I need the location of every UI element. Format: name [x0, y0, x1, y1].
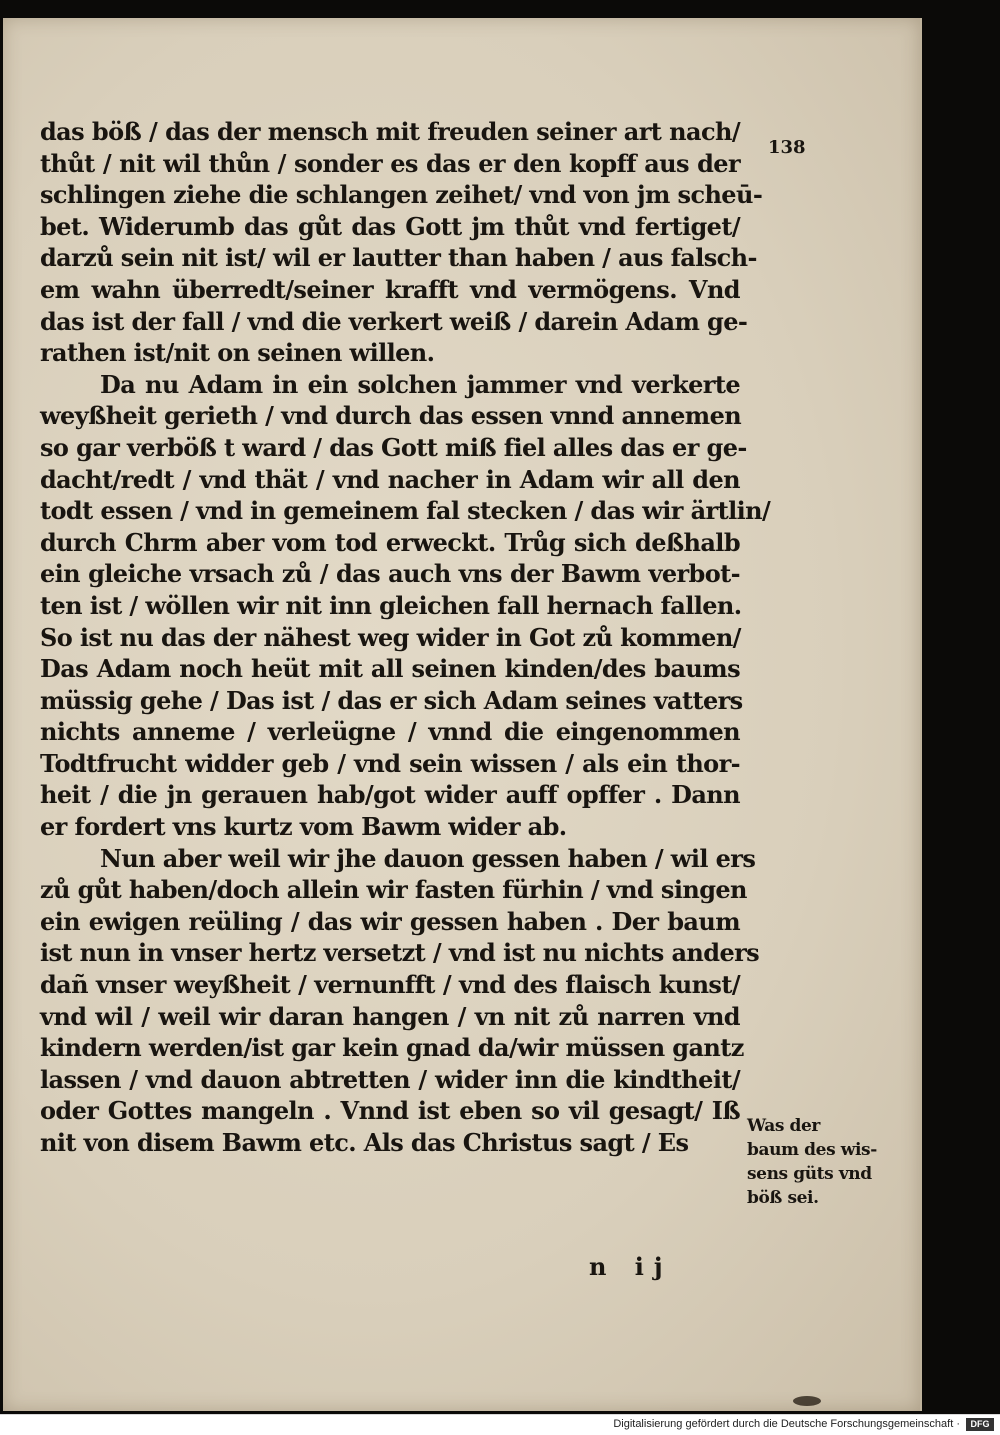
- text-line: das böß / das der mensch mit freuden seiner art nach/: [40, 117, 740, 146]
- text-line: Da nu Adam in ein solchen jammer vnd verkerte: [100, 369, 740, 399]
- book-page: [3, 18, 922, 1411]
- text-line: dañ vnser weyßheit / vernunfft / vnd des flaisch kunst/: [40, 970, 740, 1000]
- text-line: Todtfrucht widder geb / vnd sein wissen / als ein thor-: [40, 748, 740, 778]
- text-line: schlingen ziehe die schlangen zeihet/ vnd von jm scheū-: [40, 180, 763, 210]
- text-line: lassen / vnd dauon abtretten / wider inn die kindtheit/: [40, 1064, 740, 1094]
- text-line: So ist nu das der nähest weg wider in Got zů kommen/: [40, 622, 741, 652]
- text-line: em wahn überredt/seiner krafft vnd vermögens. Vnd: [40, 274, 740, 304]
- text-line: weyßheit gerieth / vnd durch das essen vnnd annemen: [40, 401, 742, 431]
- dfg-logo: DFG: [966, 1418, 994, 1431]
- text-line: thůt / nit wil thůn / sonder es das er den kopff aus der: [40, 148, 740, 178]
- text-line: Das Adam noch heüt mit all seinen kinden/des baums: [40, 654, 740, 684]
- text-line: bet. Widerumb das gůt das Gott jm thůt vnd fertiget/: [40, 211, 740, 241]
- text-line: müssig gehe / Das ist / das er sich Adam seines vatters: [40, 685, 743, 715]
- text-line: so gar verböß t ward / das Gott miß fiel alles das er ge-: [40, 432, 747, 462]
- margin-note: [747, 1114, 897, 1210]
- margin-note-line: baum des wis-: [747, 1140, 877, 1160]
- text-line: heit / die jn gerauen hab/got wider auff opffer . Dann: [40, 780, 740, 810]
- ink-smudge: [793, 1396, 821, 1406]
- text-line: Nun aber weil wir jhe dauon gessen haben / wil ers: [100, 843, 756, 873]
- credit-bar: [0, 1414, 1000, 1435]
- text-line: nichts anneme / verleügne / vnnd die eingenommen: [40, 717, 740, 747]
- text-line: vnd wil / weil wir daran hangen / vn nit zů narren vnd: [40, 1001, 740, 1031]
- folio-number: 138: [768, 137, 806, 158]
- margin-note-line: sens güts vnd: [747, 1164, 872, 1184]
- text-line: ten ist / wöllen wir nit inn gleichen fall hernach fallen.: [40, 590, 742, 620]
- text-line: nit von disem Bawm etc. Als das Christus sagt / Es: [40, 1128, 689, 1157]
- text-line: todt essen / vnd in gemeinem fal stecken / das wir ärtlin/: [40, 496, 771, 526]
- margin-note-line: böß sei.: [747, 1188, 819, 1208]
- text-line: kindern werden/ist gar kein gnad da/wir müssen gantz: [40, 1033, 744, 1063]
- margin-note-line: Was der: [747, 1116, 820, 1136]
- text-line: dacht/redt / vnd thät / vnd nacher in Adam wir all den: [40, 464, 740, 494]
- text-line: ein ewigen reüling / das wir gessen haben . Der baum: [40, 906, 740, 936]
- credit-text: Digitalisierung gefördert durch die Deutsche Forschungsgemeinschaft ·: [613, 1418, 960, 1430]
- text-line: oder Gottes mangeln . Vnnd ist eben so vil gesagt/ Iß: [40, 1096, 740, 1126]
- text-line: darzů sein nit ist/ wil er lautter than haben / aus falsch-: [40, 243, 757, 273]
- text-line: ein gleiche vrsach zů / das auch vns der Bawm verbot-: [40, 559, 740, 589]
- text-line: zů gůt haben/doch allein wir fasten fürhin / vnd singen: [40, 875, 747, 905]
- text-line: durch Chrm aber vom tod erweckt. Trůg sich deßhalb: [40, 527, 740, 557]
- body-text: [40, 116, 771, 1159]
- signature-mark: n ij: [589, 1252, 673, 1281]
- text-line: rathen ist/nit on seinen willen.: [40, 338, 435, 368]
- text-line: ist nun in vnser hertz versetzt / vnd ist nu nichts anders: [40, 938, 760, 968]
- text-line: das ist der fall / vnd die verkert weiß / darein Adam ge-: [40, 306, 748, 336]
- text-line: er fordert vns kurtz vom Bawm wider ab.: [40, 812, 567, 842]
